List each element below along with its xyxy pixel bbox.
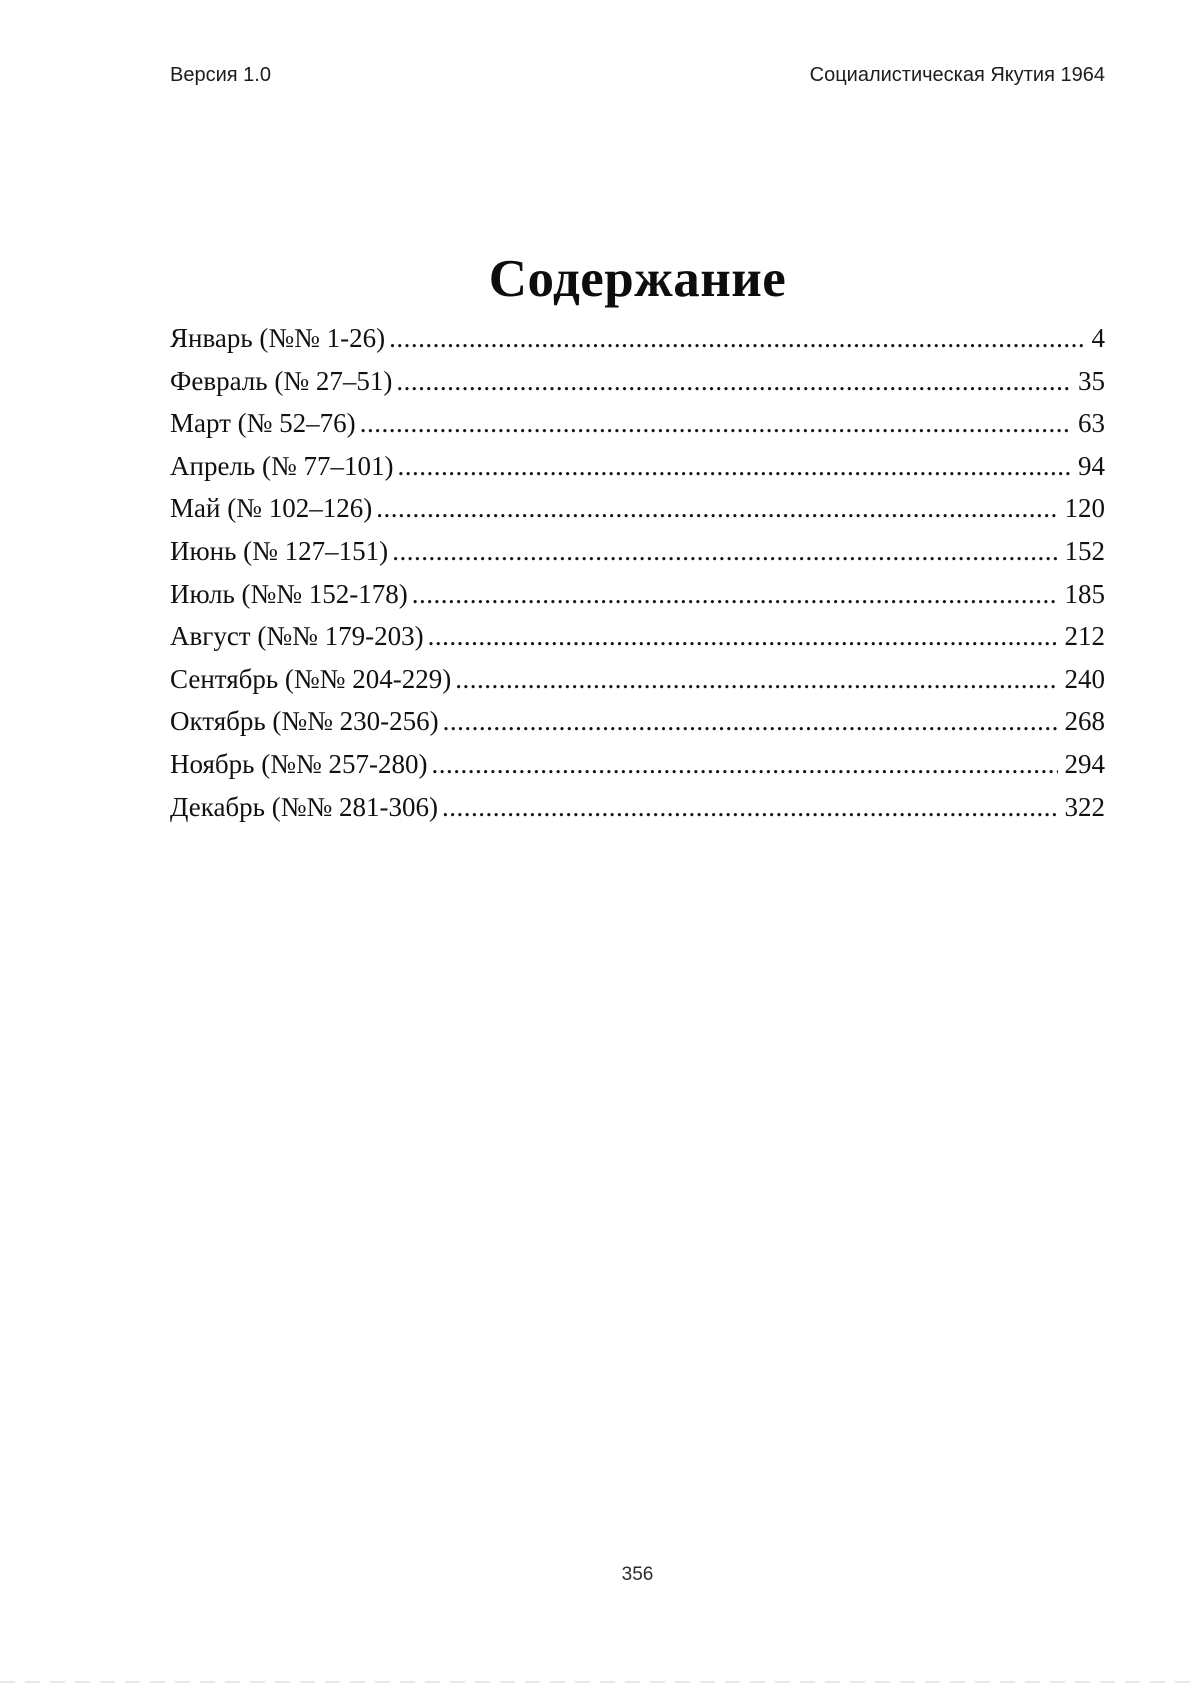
toc-entry-page: 35 (1078, 365, 1105, 396)
toc-entry-label: Ноябрь (№№ 257-280) (170, 748, 428, 779)
toc-entry-page: 94 (1078, 450, 1105, 481)
toc-dot-leader (431, 743, 1057, 786)
page-number: 356 (621, 1564, 654, 1585)
toc-entry-label: Май (№ 102–126) (170, 493, 373, 524)
toc-entry (170, 615, 1105, 658)
toc-entry (170, 530, 1105, 573)
header-version-label: Версия 1.0 (170, 64, 271, 86)
toc-entry-label: Август (№№ 179-203) (170, 621, 424, 652)
toc-list (170, 317, 1105, 828)
toc-entry-label: Январь (№№ 1-26) (170, 323, 386, 353)
toc-dot-leader (397, 445, 1071, 488)
toc-entry (170, 573, 1105, 616)
toc-entry-label: Февраль (№ 27–51) (170, 365, 393, 396)
toc-entry (170, 360, 1105, 403)
header-document-title: Социалистическая Якутия 1964 (809, 64, 1105, 86)
toc-entry-page: 120 (1064, 493, 1105, 524)
toc-entry-label: Март (№ 52–76) (170, 408, 356, 439)
toc-entry (170, 402, 1105, 445)
toc-entry (170, 786, 1105, 829)
running-header (170, 64, 1105, 87)
toc-entry-page: 322 (1064, 791, 1105, 822)
toc-entry (170, 487, 1105, 530)
toc-entry (170, 658, 1105, 701)
toc-dot-leader (412, 573, 1058, 616)
toc-entry-label: Октябрь (№№ 230-256) (170, 706, 439, 737)
toc-entry-label: Июнь (№ 127–151) (170, 535, 389, 566)
toc-entry-page: 268 (1064, 706, 1105, 737)
toc-dot-leader (443, 700, 1058, 743)
toc-dot-leader (455, 658, 1057, 701)
toc-entry-page: 294 (1064, 748, 1105, 779)
toc-entry-page: 240 (1064, 663, 1105, 694)
toc-dot-leader (428, 615, 1058, 658)
page-title: Содержание (488, 249, 787, 308)
toc-entry-label: Апрель (№ 77–101) (170, 450, 394, 481)
toc-dot-leader (392, 530, 1057, 573)
toc-entry (170, 445, 1105, 488)
toc-entry-page: 63 (1078, 408, 1105, 439)
toc-entry-page: 185 (1064, 578, 1105, 609)
toc-entry-page: 152 (1064, 535, 1105, 566)
toc-entry (170, 743, 1105, 786)
toc-entry-page: 4 (1091, 323, 1105, 353)
toc-dot-leader (389, 317, 1084, 360)
toc-entry-label: Декабрь (№№ 281-306) (170, 791, 438, 822)
toc-entry-page: 212 (1064, 621, 1105, 652)
page-bottom-divider (0, 1681, 1191, 1683)
toc-entry-label: Сентябрь (№№ 204-229) (170, 663, 452, 694)
toc-dot-leader (442, 786, 1058, 829)
toc-dot-leader (396, 360, 1071, 403)
toc-entry (170, 700, 1105, 743)
toc-entry (170, 317, 1105, 360)
toc-dot-leader (376, 487, 1057, 530)
toc-dot-leader (360, 402, 1071, 445)
toc-entry-label: Июль (№№ 152-178) (170, 578, 408, 609)
